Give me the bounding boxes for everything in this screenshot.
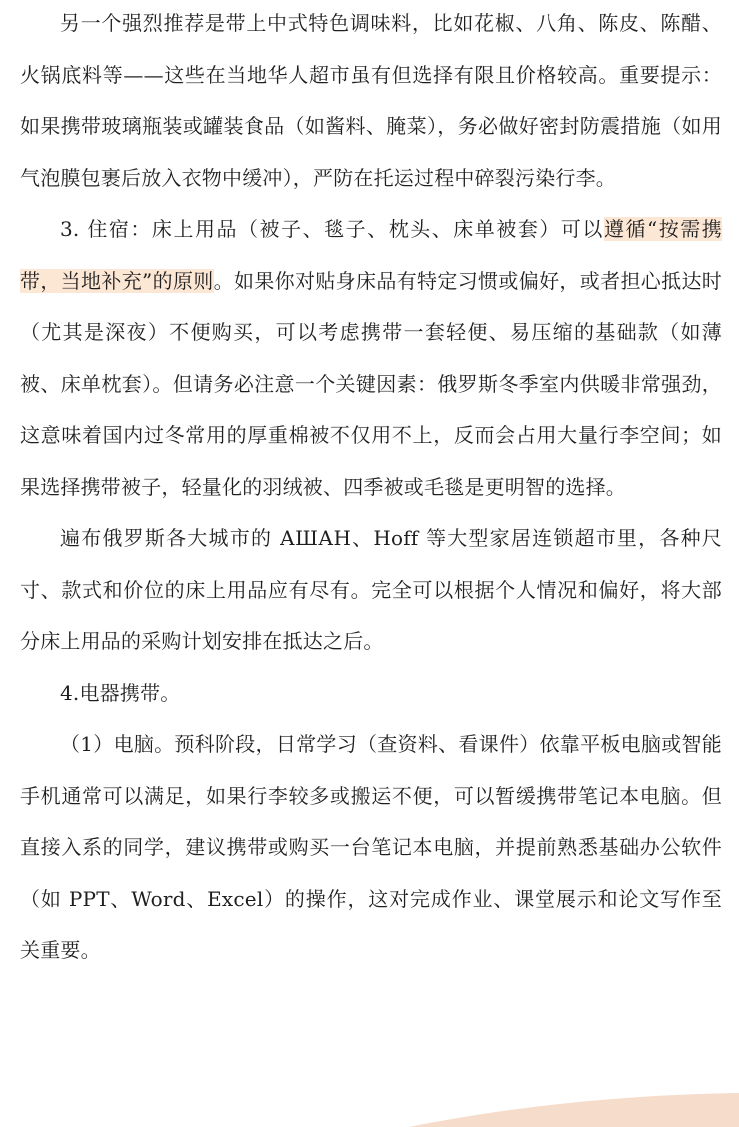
paragraph-stores: 遍布俄罗斯各大城市的 АШАН、Hoff 等大型家居连锁超市里，各种尺寸、款式和价位的床上用品应有尽有。完全可以根据个人情况和偏好，将大部分床上用品的采购计划安排在抵达之后。 (20, 526, 722, 653)
paragraph-computer: （1）电脑。预科阶段，日常学习（查资料、看课件）依靠平板电脑或智能手机通常可以满足，如果行李较多或搬运不便，可以暂缓携带笔记本电脑。但直接入系的同学，建议携带或购买一台笔记本电脑，并提前熟悉基础办公软件（如 PPT、Word、Excel）的操作，这对完成作业、课堂展示和论文写作至关重要。 (20, 732, 722, 962)
paragraph-accommodation (20, 204, 722, 513)
decorative-wave (409, 1087, 739, 1127)
highlighted-principle: 遵循“按需携带，当地补充”的原则 (20, 217, 722, 293)
section-heading-electronics: 4.电器携带。 (60, 680, 181, 705)
accommodation-text-end: 。如果你对贴身床品有特定习惯或偏好，或者担心抵达时（尤其是深夜）不便购买，可以考虑携带一套轻便、易压缩的基础款（如薄被、床单枕套）。但请务必注意一个关键因素：俄罗斯冬季室内供暖非常强劲，这意味着国内过冬常用的厚重棉被不仅用不上，反而会占用大量行李空间；如果选择携带被子，轻量化的羽绒被、四季被或毛毯是更明智的选择。 (20, 268, 723, 499)
paragraph-seasonings: 另一个强烈推荐是带上中式特色调味料，比如花椒、八角、陈皮、陈醋、火锅底料等——这些在当地华人超市虽有但选择有限且价格较高。重要提示：如果携带玻璃瓶装或罐装食品（如酱料、腌菜），务必做好密封防震措施（如用气泡膜包裹后放入衣物中缓冲），严防在托运过程中碎裂污染行李。 (20, 11, 722, 190)
accommodation-text-start: 3. 住宿：床上用品（被子、毯子、枕头、床单被套）可以 (60, 217, 604, 241)
document-page (20, 0, 722, 1127)
